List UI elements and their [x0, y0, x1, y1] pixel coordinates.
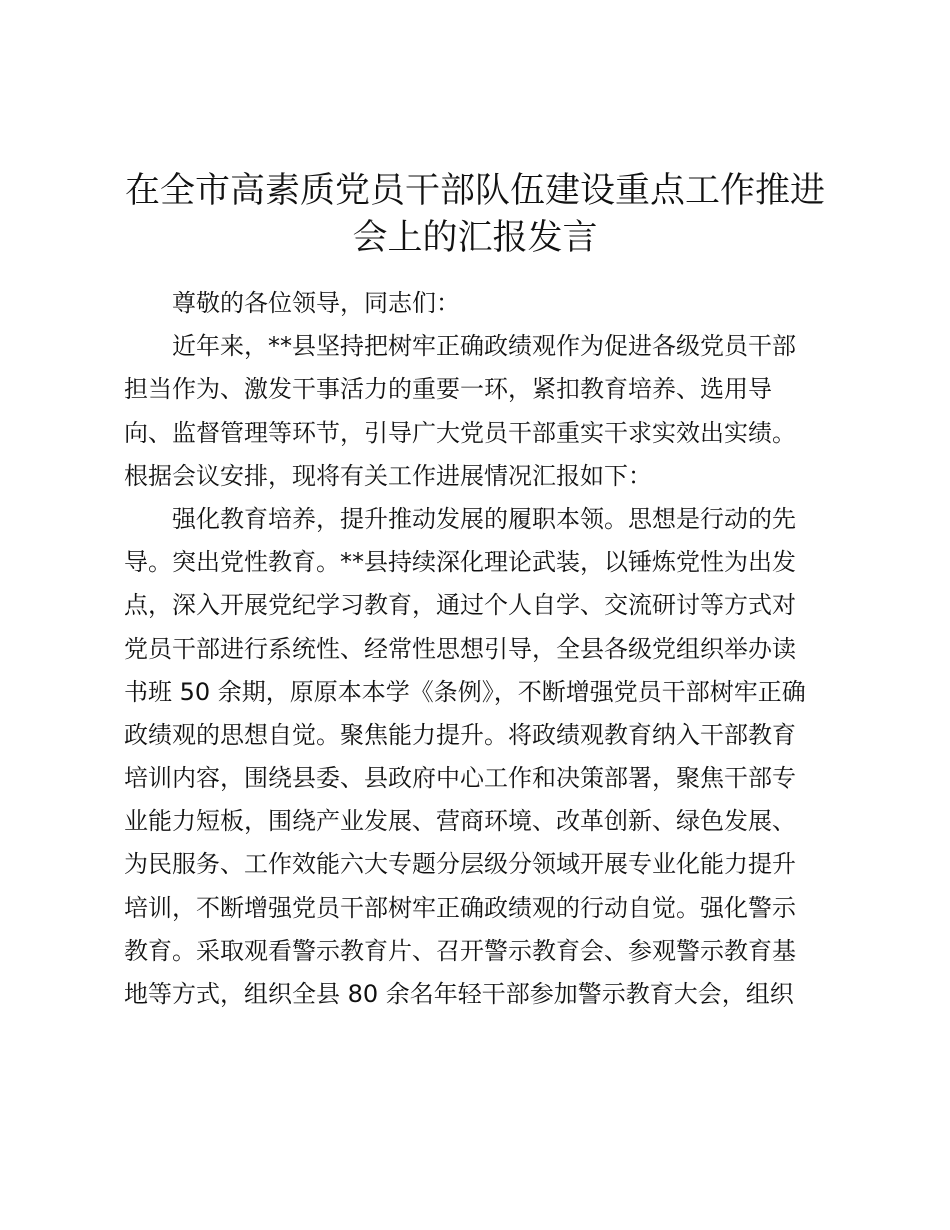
body-line: 导。突出党性教育。**县持续深化理论武装，以锤炼党性为出发 — [124, 548, 796, 577]
body-line: 业能力短板，围绕产业发展、营商环境、改革创新、绿色发展、 — [124, 807, 796, 836]
body-line: 为民服务、工作效能六大专题分层级分领域开展专业化能力提升 — [124, 850, 796, 879]
body-line: 根据会议安排，现将有关工作进展情况汇报如下： — [124, 461, 652, 490]
document-title — [100, 168, 850, 262]
body-line: 政绩观的思想自觉。聚焦能力提升。将政绩观教育纳入干部教育 — [124, 720, 796, 749]
body-line: 向、监督管理等环节，引导广大党员干部重实干求实效出实绩。 — [124, 418, 796, 447]
body-line: 培训内容，围绕县委、县政府中心工作和决策部署，聚焦干部专 — [124, 764, 796, 793]
body-line: 书班 50 余期，原原本本学《条例》，不断增强党员干部树牢正确 — [124, 677, 806, 706]
body-line: 强化教育培养，提升推动发展的履职本领。思想是行动的先 — [172, 504, 796, 533]
document-body — [124, 282, 829, 1016]
body-line: 教育。采取观看警示教育片、召开警示教育会、参观警示教育基 — [124, 936, 796, 965]
body-line: 近年来，**县坚持把树牢正确政绩观作为促进各级党员干部 — [172, 332, 796, 361]
body-line: 党员干部进行系统性、经常性思想引导，全县各级党组织举办读 — [124, 634, 796, 663]
title-line-2: 会上的汇报发言 — [352, 218, 598, 258]
body-line: 地等方式，组织全县 80 余名年轻干部参加警示教育大会，组织 — [124, 980, 794, 1008]
body-line: 培训，不断增强党员干部树牢正确政绩观的行动自觉。强化警示 — [124, 893, 796, 922]
title-line-1: 在全市高素质党员干部队伍建设重点工作推进 — [124, 171, 825, 211]
salutation: 尊敬的各位领导，同志们： — [172, 289, 460, 317]
body-line: 担当作为、激发干事活力的重要一环，紧扣教育培养、选用导 — [124, 375, 772, 404]
body-line: 点，深入开展党纪学习教育，通过个人自学、交流研讨等方式对 — [124, 591, 796, 620]
